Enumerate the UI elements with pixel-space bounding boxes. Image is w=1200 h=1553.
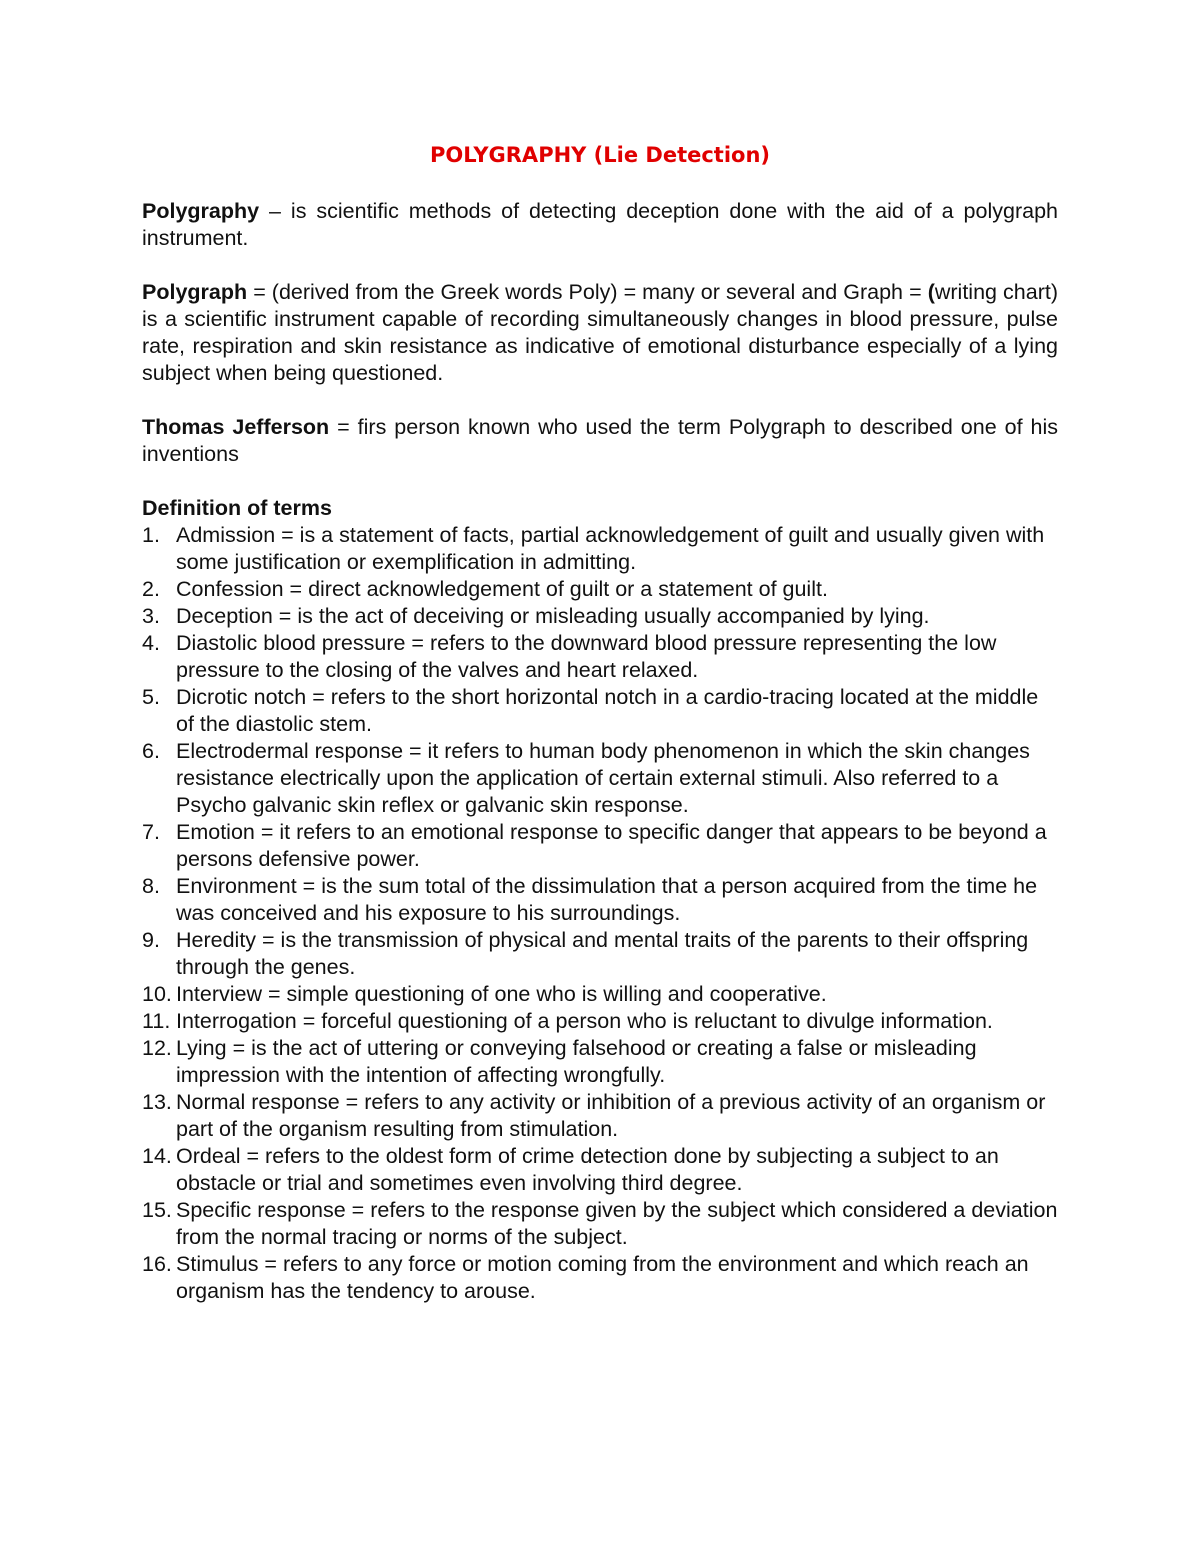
list-text: Interview = simple questioning of one who is willing and cooperative. — [176, 982, 827, 1006]
list-text: Confession = direct acknowledgement of guilt or a statement of guilt. — [176, 577, 828, 601]
list-item — [142, 927, 1058, 981]
list-item — [142, 522, 1058, 576]
definitions-list — [142, 522, 1058, 1305]
list-text: Specific response = refers to the response given by the subject which considered a deviation from the normal tracing or norms of the subject. — [176, 1198, 1058, 1249]
list-item — [142, 1089, 1058, 1143]
list-text: Lying = is the act of uttering or conveying falsehood or creating a false or misleading impression with the intention of affecting wrongfully. — [176, 1036, 977, 1087]
polygraph-definition-start: = (derived from the Greek words Poly) = many or several and Graph = — [247, 280, 928, 304]
list-item — [142, 1251, 1058, 1305]
list-item — [142, 576, 1058, 603]
polygraphy-paragraph — [142, 198, 1058, 252]
list-number: 1. — [142, 523, 160, 547]
jefferson-term: Thomas Jefferson — [142, 415, 330, 439]
list-item — [142, 630, 1058, 684]
list-item — [142, 1197, 1058, 1251]
jefferson-paragraph — [142, 414, 1058, 468]
list-number: 11. — [142, 1009, 171, 1033]
list-text: Diastolic blood pressure = refers to the downward blood pressure representing the low pressure to the closing of the valves and heart relaxed. — [176, 631, 997, 682]
list-text: Environment = is the sum total of the dissimulation that a person acquired from the time he was conceived and his exposure to his surroundings. — [176, 874, 1038, 925]
polygraph-definition-end: writing chart) is a scientific instrument capable of recording simultaneously changes in blood pressure, pulse rate, respiration and skin resistance as indicative of emotional disturbance especially of a lying subject when being questioned. — [142, 280, 1058, 385]
list-item — [142, 1143, 1058, 1197]
list-number: 6. — [142, 739, 160, 763]
list-number: 3. — [142, 604, 160, 628]
list-number: 8. — [142, 874, 160, 898]
polygraph-term: Polygraph — [142, 280, 248, 304]
list-text: Ordeal = refers to the oldest form of crime detection done by subjecting a subject to an obstacle or trial and sometimes even involving third degree. — [176, 1144, 999, 1195]
list-item — [142, 603, 1058, 630]
list-text: Admission = is a statement of facts, partial acknowledgement of guilt and usually given with some justification or exemplification in admitting. — [176, 523, 1045, 574]
list-number: 16. — [142, 1252, 172, 1276]
list-number: 2. — [142, 577, 160, 601]
list-text: Interrogation = forceful questioning of a person who is reluctant to divulge information. — [176, 1009, 993, 1033]
document-page — [142, 140, 1058, 1305]
polygraph-bold-paren: ( — [927, 280, 935, 304]
list-item — [142, 1035, 1058, 1089]
list-item — [142, 981, 1058, 1008]
list-number: 13. — [142, 1090, 172, 1114]
list-number: 5. — [142, 685, 160, 709]
list-number: 12. — [142, 1036, 172, 1060]
definitions-heading: Definition of terms — [142, 496, 332, 520]
document-title: POLYGRAPHY (Lie Detection) — [429, 143, 771, 167]
list-text: Dicrotic notch = refers to the short horizontal notch in a cardio-tracing located at the middle of the diastolic stem. — [176, 685, 1039, 736]
list-number: 10. — [142, 982, 172, 1006]
list-text: Heredity = is the transmission of physical and mental traits of the parents to their offspring through the genes. — [176, 928, 1029, 979]
list-number: 4. — [142, 631, 160, 655]
polygraphy-term: Polygraphy — [142, 199, 260, 223]
list-number: 7. — [142, 820, 160, 844]
list-item — [142, 873, 1058, 927]
list-text: Normal response = refers to any activity or inhibition of a previous activity of an organism or part of the organism resulting from stimulation. — [176, 1090, 1046, 1141]
polygraph-paragraph — [142, 279, 1058, 387]
polygraphy-definition: – is scientific methods of detecting deception done with the aid of a polygraph instrument. — [142, 199, 1058, 250]
list-item — [142, 684, 1058, 738]
list-text: Stimulus = refers to any force or motion coming from the environment and which reach an organism has the tendency to arouse. — [176, 1252, 1029, 1303]
list-item — [142, 1008, 1058, 1035]
list-number: 14. — [142, 1144, 172, 1168]
jefferson-definition: = firs person known who used the term Polygraph to described one of his inventions — [142, 415, 1059, 466]
list-text: Electrodermal response = it refers to human body phenomenon in which the skin changes resistance electrically upon the application of certain external stimuli. Also referred to a Psycho galvanic skin reflex or galvanic skin response. — [176, 739, 1030, 817]
list-text: Deception = is the act of deceiving or misleading usually accompanied by lying. — [176, 604, 930, 628]
list-number: 9. — [142, 928, 160, 952]
list-item — [142, 819, 1058, 873]
list-text: Emotion = it refers to an emotional response to specific danger that appears to be beyond a persons defensive power. — [176, 820, 1047, 871]
list-number: 15. — [142, 1198, 172, 1222]
list-item — [142, 738, 1058, 819]
